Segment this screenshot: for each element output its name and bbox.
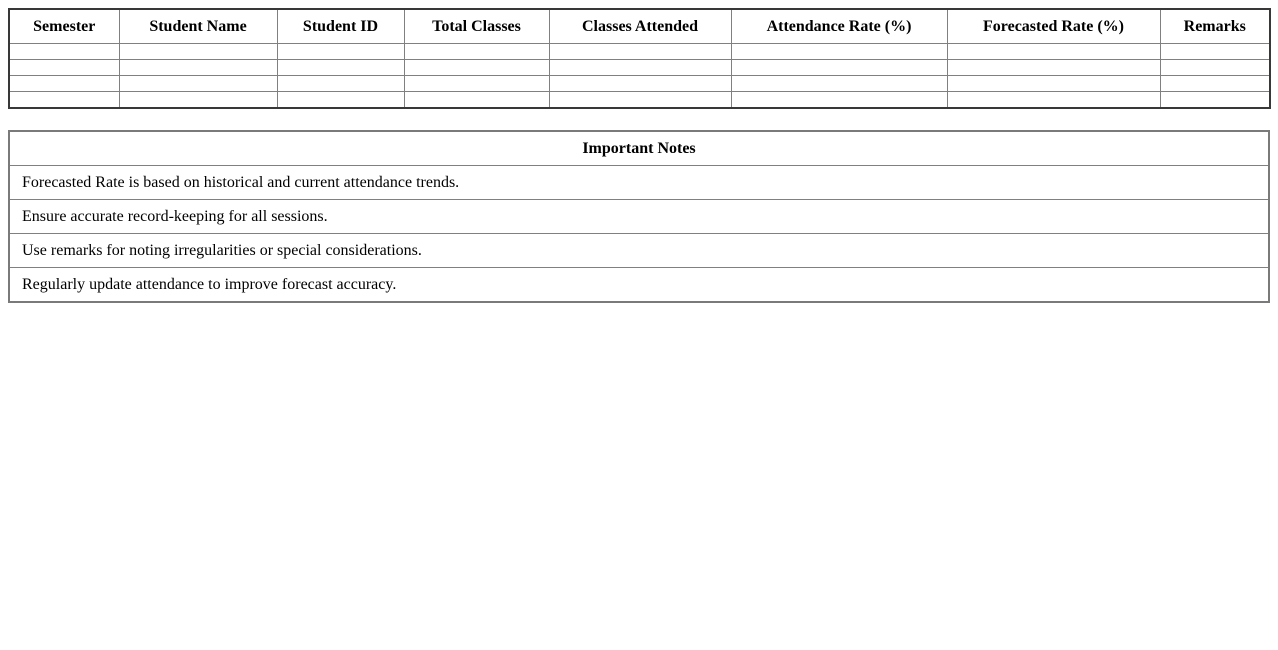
empty-cell	[404, 44, 549, 60]
note-row	[9, 166, 1269, 200]
column-header-semester: Semester	[9, 9, 119, 44]
empty-cell	[947, 92, 1160, 109]
empty-cell	[731, 76, 947, 92]
empty-cell	[277, 76, 404, 92]
column-header-remarks: Remarks	[1160, 9, 1270, 44]
empty-cell	[277, 92, 404, 109]
empty-cell	[549, 92, 731, 109]
empty-cell	[277, 60, 404, 76]
column-header-forecasted-rate: Forecasted Rate (%)	[947, 9, 1160, 44]
column-header-attendance-rate: Attendance Rate (%)	[731, 9, 947, 44]
empty-cell	[1160, 60, 1270, 76]
column-header-student-name: Student Name	[119, 9, 277, 44]
note-row	[9, 234, 1269, 268]
note-item: Forecasted Rate is based on historical and current attendance trends.	[9, 166, 1269, 200]
table-row	[9, 60, 1270, 76]
empty-cell	[404, 92, 549, 109]
note-item: Regularly update attendance to improve forecast accuracy.	[9, 268, 1269, 303]
column-header-student-id: Student ID	[277, 9, 404, 44]
empty-cell	[1160, 44, 1270, 60]
empty-cell	[731, 60, 947, 76]
attendance-table	[8, 8, 1271, 109]
empty-cell	[404, 60, 549, 76]
empty-cell	[119, 60, 277, 76]
empty-cell	[277, 44, 404, 60]
note-item: Use remarks for noting irregularities or special considerations.	[9, 234, 1269, 268]
empty-cell	[549, 60, 731, 76]
attendance-header-row	[9, 9, 1270, 44]
empty-cell	[9, 44, 119, 60]
empty-cell	[947, 44, 1160, 60]
empty-cell	[404, 76, 549, 92]
empty-cell	[9, 60, 119, 76]
important-notes-table	[8, 130, 1270, 303]
column-header-total-classes: Total Classes	[404, 9, 549, 44]
empty-cell	[549, 44, 731, 60]
note-item: Ensure accurate record-keeping for all sessions.	[9, 200, 1269, 234]
empty-cell	[731, 92, 947, 109]
empty-cell	[119, 92, 277, 109]
table-row	[9, 76, 1270, 92]
empty-cell	[1160, 76, 1270, 92]
empty-cell	[9, 92, 119, 109]
empty-cell	[947, 60, 1160, 76]
empty-cell	[119, 44, 277, 60]
column-header-classes-attended: Classes Attended	[549, 9, 731, 44]
note-row	[9, 200, 1269, 234]
note-row	[9, 268, 1269, 303]
table-row	[9, 92, 1270, 109]
empty-cell	[1160, 92, 1270, 109]
empty-cell	[119, 76, 277, 92]
empty-cell	[947, 76, 1160, 92]
table-row	[9, 44, 1270, 60]
empty-cell	[549, 76, 731, 92]
empty-cell	[9, 76, 119, 92]
empty-cell	[731, 44, 947, 60]
notes-header-row	[9, 131, 1269, 166]
notes-title: Important Notes	[9, 131, 1269, 166]
